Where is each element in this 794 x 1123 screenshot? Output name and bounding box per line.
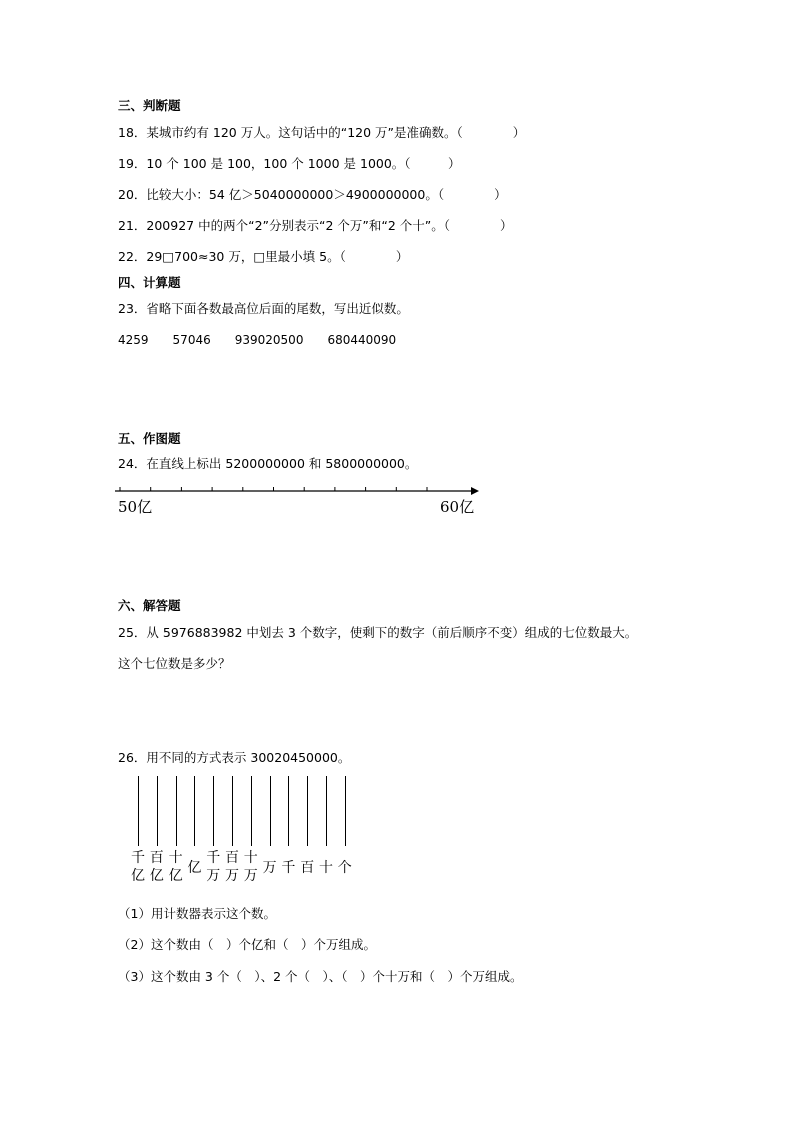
abacus-place-label: 千 (281, 860, 296, 876)
abacus-place-label-top: 百 (225, 850, 239, 866)
abacus-rod[interactable] (326, 776, 327, 846)
abacus-rod[interactable] (232, 776, 233, 846)
number-line-start-label: 50亿 (118, 498, 153, 516)
abacus-place-label: 万 (243, 868, 258, 884)
abacus-place-label-top: 千 (131, 850, 145, 866)
abacus-place-label: 万 (206, 868, 221, 884)
abacus-rod[interactable] (288, 776, 289, 846)
question-19: 19．10 个 100 是 100，100 个 1000 是 1000。（ ） (118, 156, 461, 171)
abacus-place-label: 亿 (149, 868, 164, 884)
abacus-place-label: 亿 (187, 860, 202, 876)
abacus-place-label-top: 十 (168, 850, 183, 866)
number-item: 680440090 (327, 333, 397, 347)
question-25-line-1: 25．从 5976883982 中划去 3 个数字，使剩下的数字（前后顺序不变）组成的七位数最大。 (118, 625, 638, 640)
abacus-place-label: 十 (319, 860, 333, 876)
abacus-place-label: 亿 (131, 868, 145, 884)
question-21: 21．200927 中的两个“2”分别表示“2 个万”和“2 个十”。（ ） (118, 218, 513, 233)
abacus-rod[interactable] (345, 776, 346, 846)
number-line (115, 480, 485, 502)
abacus-place-label: 万 (225, 868, 239, 884)
abacus-rod[interactable] (307, 776, 308, 846)
abacus-rod[interactable] (270, 776, 271, 846)
question-20: 20．比较大小：54 亿＞5040000000＞4900000000。（ ） (118, 187, 507, 202)
abacus-place-label: 个 (337, 860, 352, 876)
number-list (118, 332, 420, 348)
number-item: 4259 (118, 333, 149, 347)
question-24: 24．在直线上标出 5200000000 和 5800000000。 (118, 456, 418, 471)
number-line-end-label: 60亿 (440, 498, 475, 516)
section-heading-solve: 六、解答题 (118, 598, 181, 613)
sub-question-1: （1）用计数器表示这个数。 (118, 906, 276, 921)
abacus-rod[interactable] (194, 776, 195, 846)
abacus-rod[interactable] (157, 776, 158, 846)
abacus-place-label: 百 (300, 860, 315, 876)
abacus-place-label: 亿 (168, 868, 183, 884)
abacus-rod[interactable] (176, 776, 177, 846)
section-heading-judge: 三、判断题 (118, 98, 181, 113)
sub-question-3: （3）这个数由 3 个（ ）、2 个（ ）、（ ）个十万和（ ）个万组成。 (118, 969, 523, 984)
section-heading-draw: 五、作图题 (118, 431, 181, 446)
sub-question-2: （2）这个数由（ ）个亿和（ ）个万组成。 (118, 937, 376, 952)
abacus-counter (130, 776, 370, 896)
abacus-rod[interactable] (213, 776, 214, 846)
question-18: 18．某城市约有 120 万人。这句话中的“120 万”是准确数。（ ） (118, 125, 526, 140)
abacus-place-label-top: 千 (206, 850, 221, 866)
abacus-place-label-top: 十 (243, 850, 258, 866)
question-22: 22．29□700≈30 万，□里最小填 5。（ ） (118, 249, 409, 264)
question-26: 26．用不同的方式表示 30020450000。 (118, 750, 351, 765)
question-23: 23．省略下面各数最高位后面的尾数，写出近似数。 (118, 301, 409, 316)
abacus-place-label: 万 (262, 860, 277, 876)
abacus-rod[interactable] (251, 776, 252, 846)
question-25-line-2: 这个七位数是多少？ (118, 656, 231, 671)
abacus-rod[interactable] (138, 776, 139, 846)
number-item: 939020500 (234, 333, 304, 347)
number-item: 57046 (172, 333, 211, 347)
abacus-place-label-top: 百 (149, 850, 164, 866)
arrow-icon (471, 487, 479, 495)
section-heading-calc: 四、计算题 (118, 275, 181, 290)
